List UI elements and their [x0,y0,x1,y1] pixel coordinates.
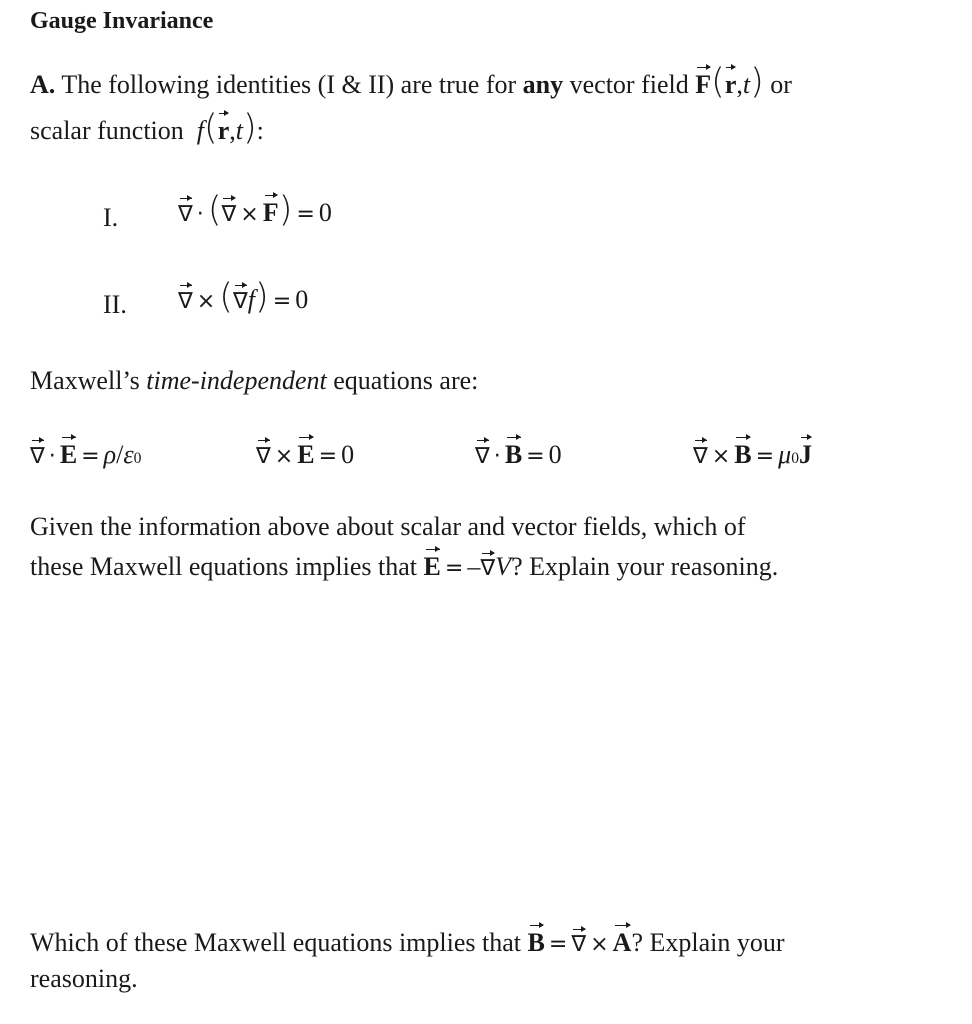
page-title: Gauge Invariance [30,8,214,34]
part-a-line1 [30,61,792,102]
identity-2: ∇ × ( ∇ f ) = 0 [178,276,309,317]
scalar-function-expr: f ( r , t ) [190,107,257,148]
E-equals-grad-V: E = – ∇ V [423,552,512,581]
vector-field-F-expr: F ( r , t ) [695,61,764,102]
maxwell-eq-gauss-magnetism: ∇ · B = 0 [475,440,562,469]
maxwell-intro: Maxwell’s time-independent equations are: [30,366,479,395]
part-a-or: or [770,70,792,99]
maxwell-eq-gauss: ∇ · E = ρ / ε 0 [30,440,142,469]
identity-1: ∇ · ( ∇ × F ) = 0 [178,189,332,230]
maxwell-eq-faraday: ∇ × E = 0 [256,440,355,469]
part-a-text: The following identities (I & II) are true for [61,70,517,99]
question-2-line2: reasoning. [30,964,138,993]
part-a-text2: vector field [569,70,689,99]
maxwell-eq-ampere: ∇ × B = μ 0 J [693,440,813,469]
identity-label-2: II. [103,290,127,319]
scalar-function-text: scalar function [30,116,184,145]
identity-label-1: I. [103,203,119,232]
part-a-label: A. [30,70,56,99]
part-a-line2: scalar function f ( r , t ) : [30,107,264,148]
question-1-line1: Given the information above about scalar and vector fields, which of [30,512,746,541]
question-2-line1: Which of these Maxwell equations implies that B = ∇ × A ? Explain your [30,928,785,957]
part-a-emphasis: any [522,70,564,99]
B-equals-curl-A: B = ∇ × A [527,928,632,957]
question-1-line2: these Maxwell equations implies that E = – ∇ V ? Explain your reasoning. [30,552,779,581]
